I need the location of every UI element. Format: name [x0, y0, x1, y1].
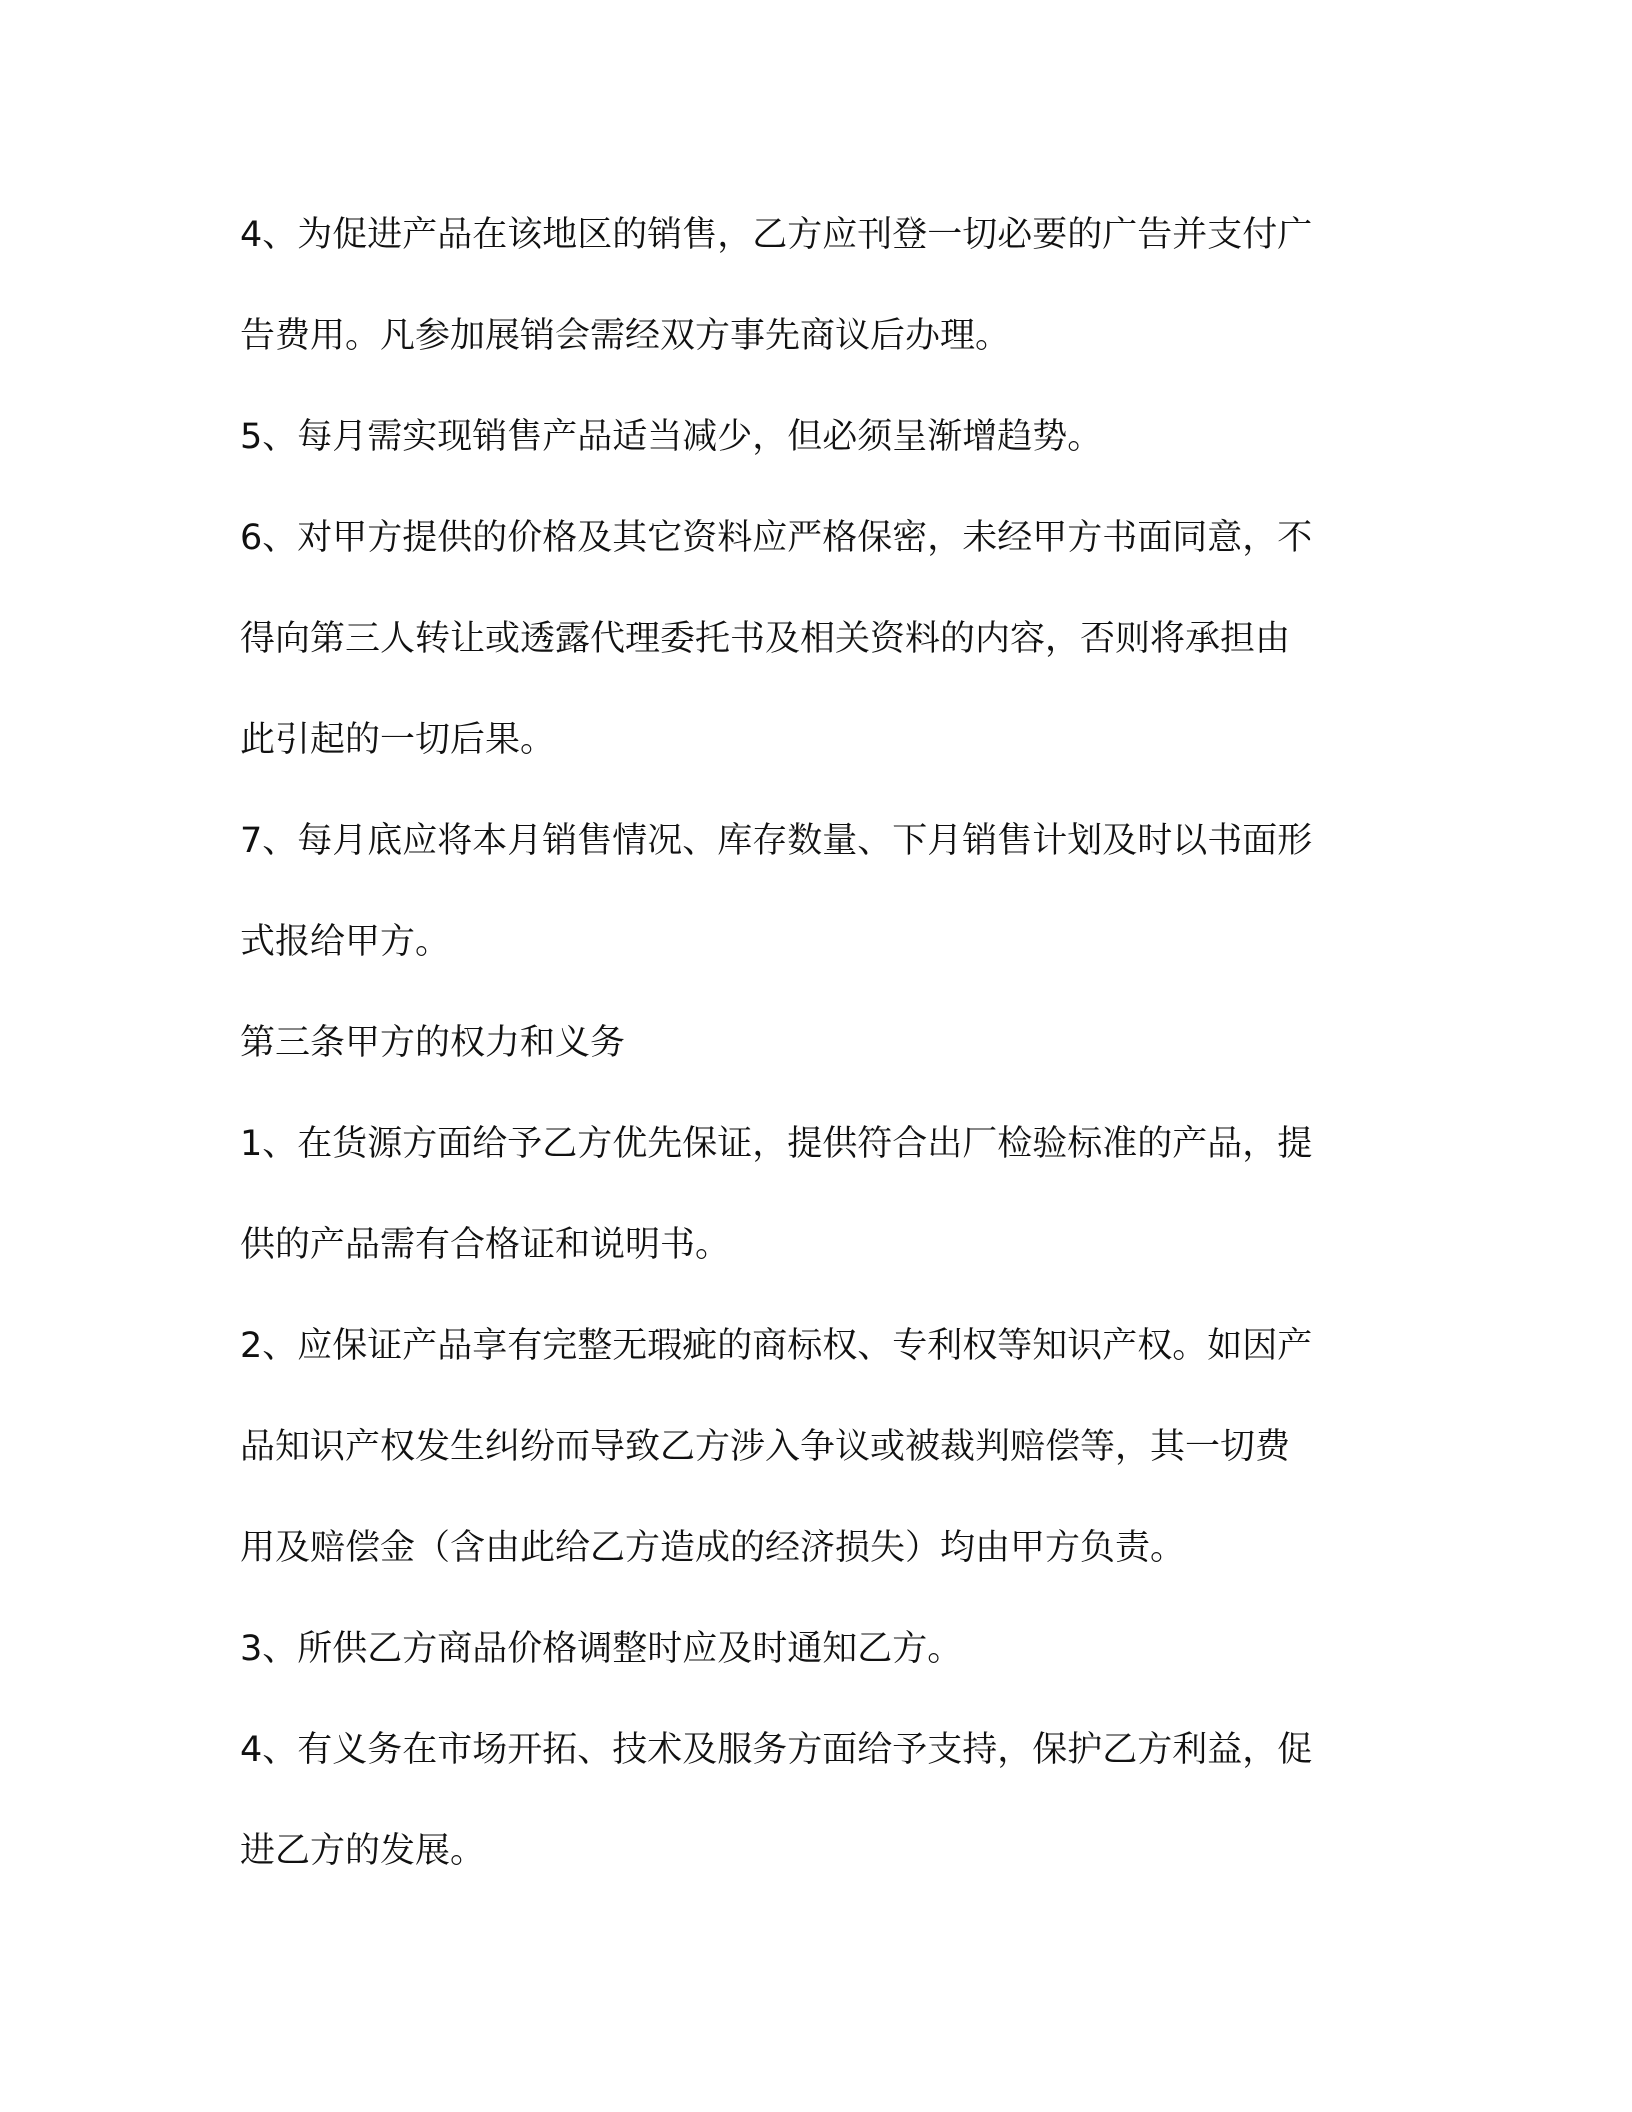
text-line: 品知识产权发生纠纷而导致乙方涉入争议或被裁判赔偿等，其一切费: [240, 1427, 1291, 1467]
text-line: 4、有义务在市场开拓、技术及服务方面给予支持，保护乙方利益，促: [240, 1730, 1313, 1770]
text-line: 用及赔偿金（含由此给乙方造成的经济损失）均由甲方负责。: [240, 1528, 1186, 1568]
text-line: 6、对甲方提供的价格及其它资料应严格保密，未经甲方书面同意，不: [240, 518, 1313, 558]
text-line: 告费用。凡参加展销会需经双方事先商议后办理。: [240, 316, 1011, 356]
text-line: 此引起的一切后果。: [240, 720, 556, 760]
text-line: 进乙方的发展。: [240, 1831, 486, 1871]
text-line: 5、每月需实现销售产品适当减少，但必须呈渐增趋势。: [240, 417, 1103, 457]
document-body: [240, 185, 1390, 1902]
section-heading: 第三条甲方的权力和义务: [240, 1023, 626, 1063]
text-line: 3、所供乙方商品价格调整时应及时通知乙方。: [240, 1629, 963, 1669]
text-line: 供的产品需有合格证和说明书。: [240, 1225, 731, 1265]
text-line: 1、在货源方面给予乙方优先保证，提供符合出厂检验标准的产品，提: [240, 1124, 1313, 1164]
text-line: 7、每月底应将本月销售情况、库存数量、下月销售计划及时以书面形: [240, 821, 1313, 861]
text-line: 式报给甲方。: [240, 922, 451, 962]
text-line: 2、应保证产品享有完整无瑕疵的商标权、专利权等知识产权。如因产: [240, 1326, 1313, 1366]
text-line: 得向第三人转让或透露代理委托书及相关资料的内容，否则将承担由: [240, 619, 1291, 659]
text-line: 4、为促进产品在该地区的销售，乙方应刊登一切必要的广告并支付广: [240, 215, 1313, 255]
